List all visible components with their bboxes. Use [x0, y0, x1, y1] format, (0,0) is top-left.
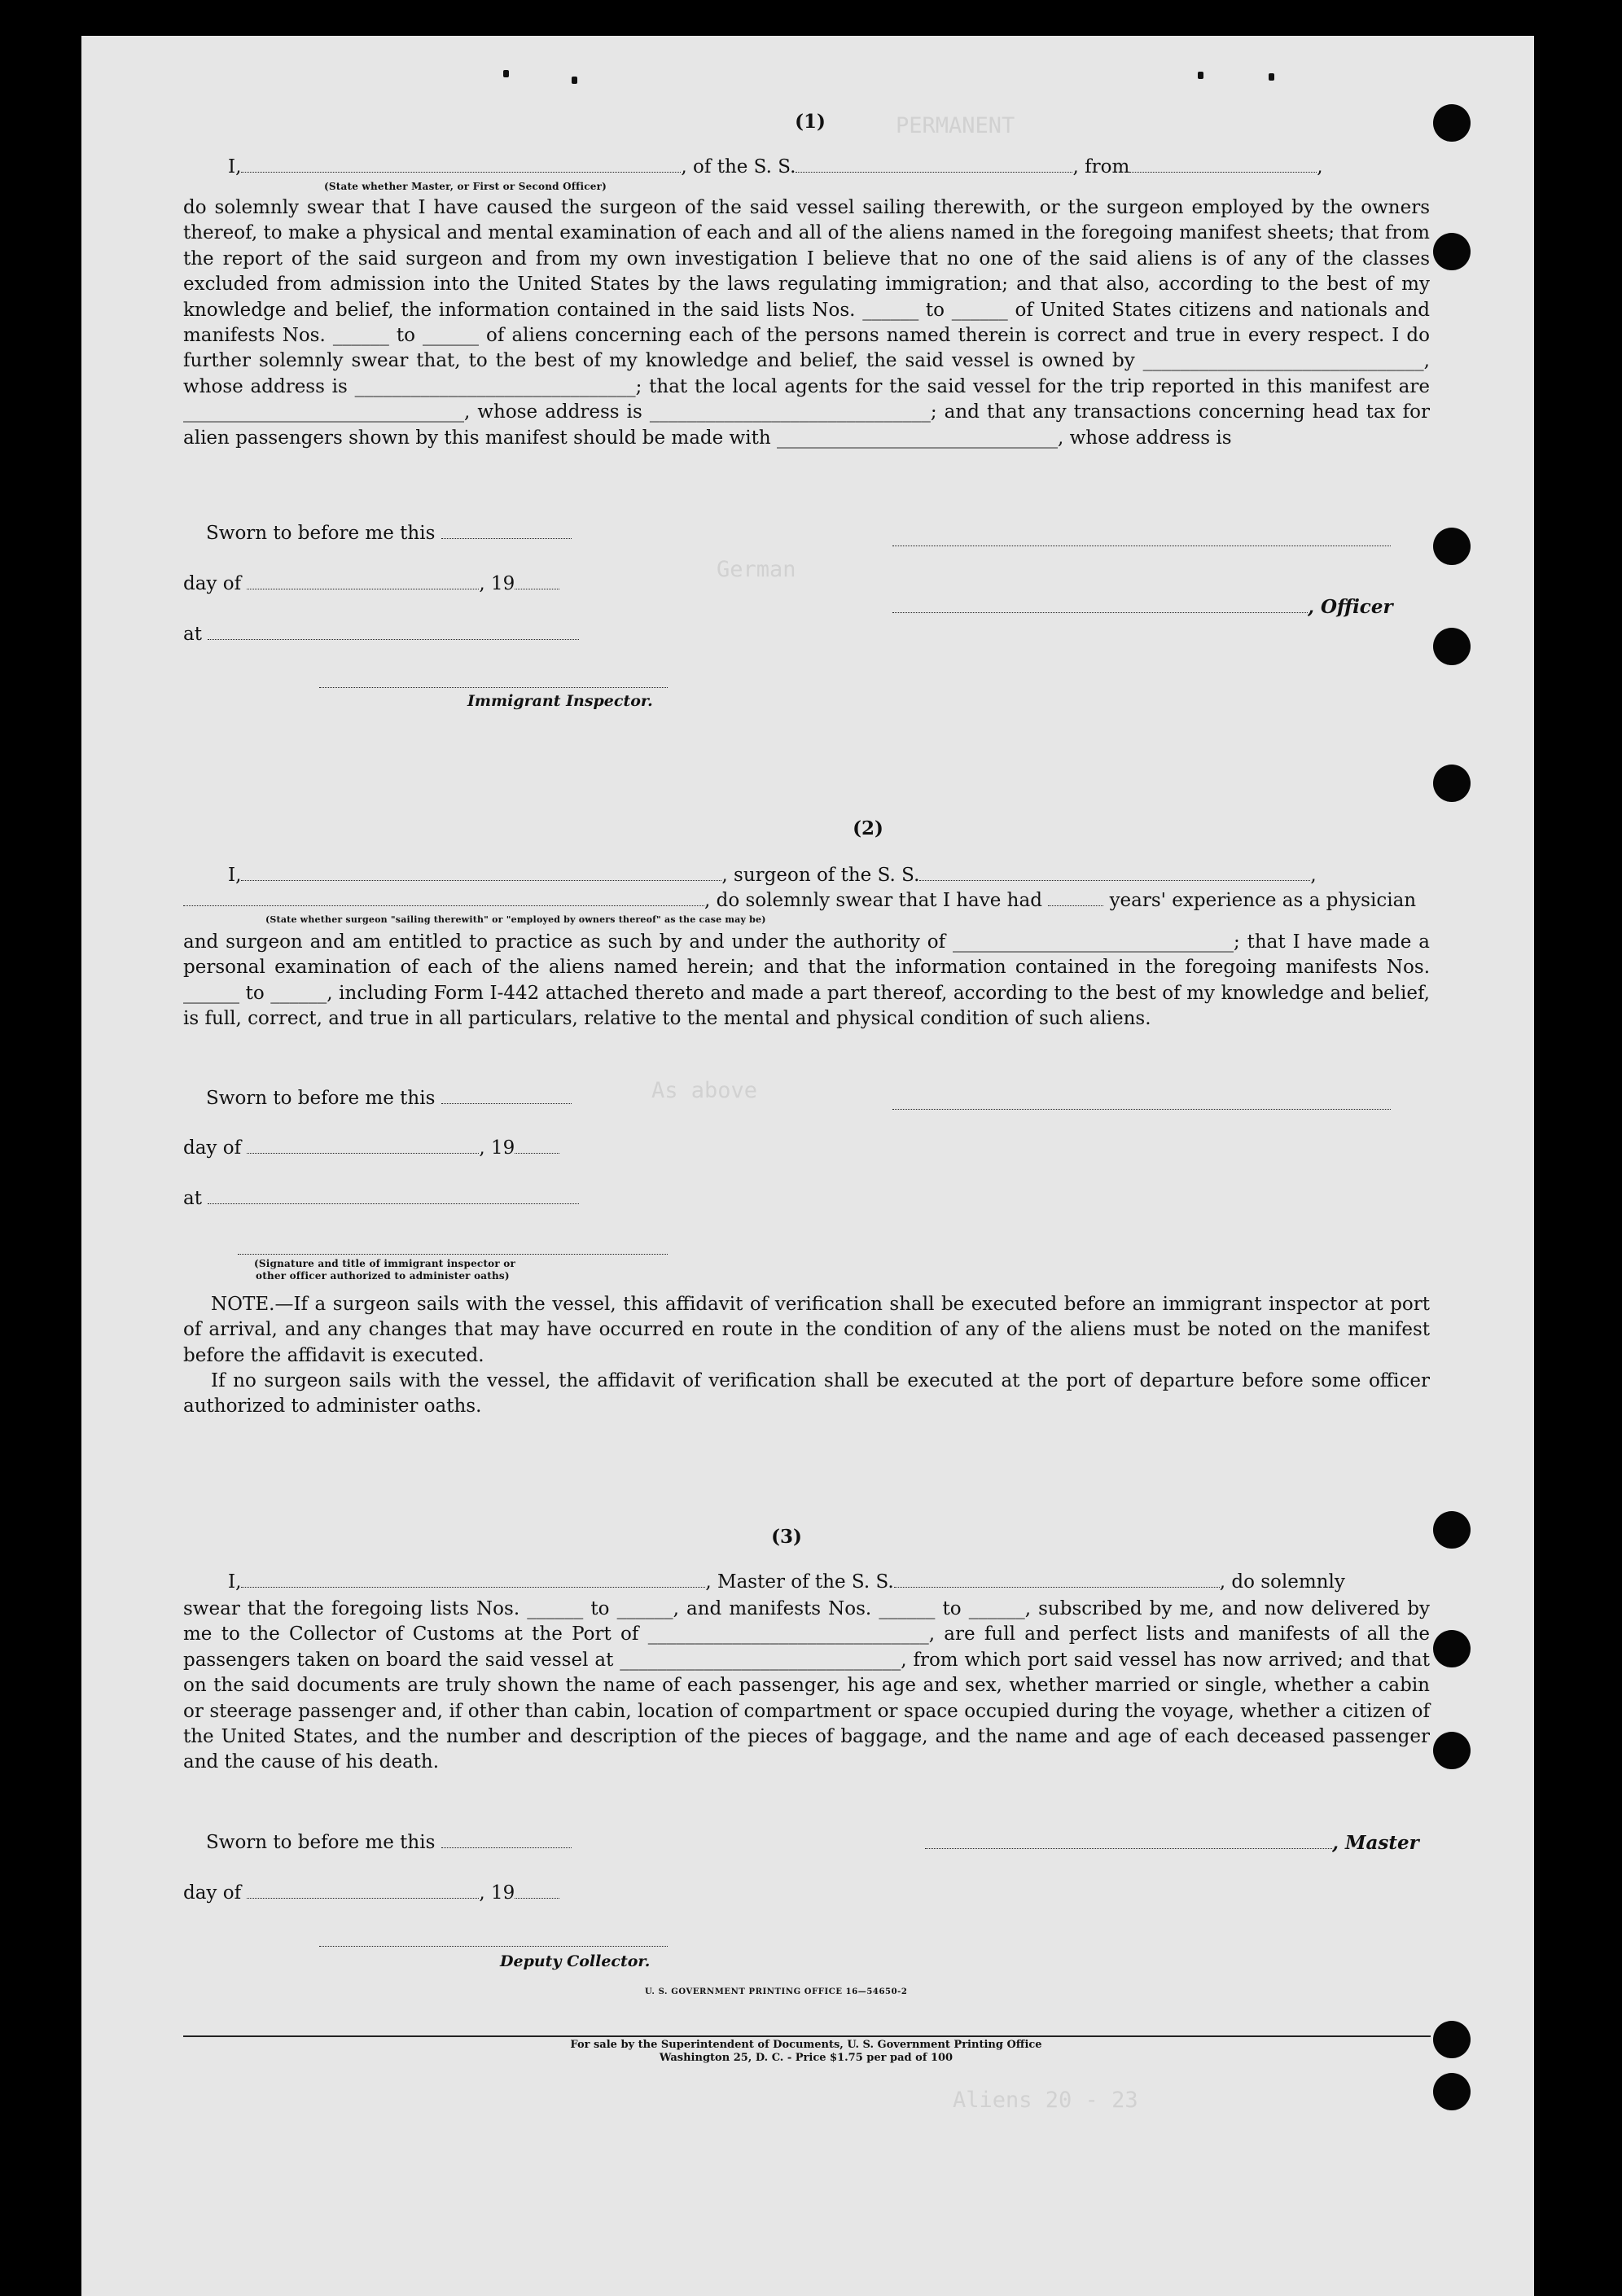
section2-body: and surgeon and am entitled to practice as such by and under the authority of ______________________________; that I have made a personal examination of each of the aliens named herein; and that the information contained in the foregoing manifests Nos. ______ to ______, including Form I-442 attached thereto and made a part thereof, according to the best of my knowledge and belief, is full, correct, and true in all particulars, relative to the mental and physical condition of such aliens.	[183, 931, 1430, 1030]
note-1	[183, 1292, 1430, 1369]
master-name-field[interactable]	[241, 1586, 705, 1588]
sworn-label: Sworn to before me this	[206, 523, 436, 544]
punctuation: ,	[1310, 865, 1317, 886]
do-solemnly-label: , do solemnly	[1219, 1571, 1345, 1593]
vessel-name-field[interactable]	[796, 171, 1072, 173]
punctuation: ,	[1317, 156, 1323, 177]
sworn-label: Sworn to before me this	[206, 1088, 436, 1109]
day-of-label: day of	[183, 1137, 242, 1159]
section3-sworn	[206, 1832, 572, 1853]
master-of-ss-label: , Master of the S. S.	[705, 1571, 894, 1593]
printing-office-mark: U. S. GOVERNMENT PRINTING OFFICE 16—54650-2	[645, 1987, 908, 1996]
punch-hole	[1433, 2021, 1471, 2058]
footer-line-1: For sale by the Superintendent of Documents, U. S. Government Printing Office	[570, 2039, 1042, 2051]
punch-hole	[1433, 528, 1471, 565]
surgeon-caption: (State whether surgeon "sailing therewith" or "employed by owners thereof" as the case may be)	[265, 914, 766, 925]
sworn-day-field[interactable]	[441, 537, 572, 539]
collector-signature-line[interactable]	[319, 1946, 668, 1947]
bleed-through: Aliens 20 - 23	[953, 2088, 1138, 2113]
section3-day-of	[183, 1882, 559, 1904]
officer-field[interactable]	[892, 611, 1308, 613]
year-label: , 19	[479, 1137, 515, 1159]
year-field[interactable]	[515, 1897, 559, 1899]
section2-i: I,	[228, 865, 242, 886]
master-signature-field[interactable]	[925, 1847, 1332, 1849]
sworn-day-field[interactable]	[441, 1847, 572, 1848]
ink-speck	[1198, 72, 1203, 79]
inspector-signature-line[interactable]	[319, 687, 668, 688]
punch-hole	[1433, 104, 1471, 142]
bleed-through: PERMANENT	[896, 113, 1015, 138]
departure-port-field[interactable]	[1129, 171, 1317, 173]
years-field[interactable]	[1048, 905, 1103, 906]
inspector-caption: Immigrant Inspector.	[467, 692, 653, 710]
document-page	[81, 36, 1534, 2296]
officer-name-field[interactable]	[241, 171, 681, 173]
section1-sworn	[206, 523, 572, 544]
note-2: If no surgeon sails with the vessel, the affidavit of verification shall be executed at the port of departure before some officer authorized to administer oaths.	[183, 1370, 1430, 1417]
footer-line-2: Washington 25, D. C. - Price $1.75 per pad of 100	[659, 2052, 953, 2064]
swear-label: , do solemnly swear that I have had	[704, 890, 1042, 911]
at-label: at	[183, 1188, 202, 1209]
day-of-label: day of	[183, 573, 242, 594]
footer-text	[427, 2039, 1185, 2065]
ink-speck	[572, 77, 577, 84]
month-field[interactable]	[247, 588, 479, 589]
punch-hole	[1433, 2073, 1471, 2110]
section1-line1-i: I,	[228, 156, 242, 177]
authorized-officer-signature-line[interactable]	[238, 1254, 668, 1255]
section3-line1	[228, 1571, 1345, 1593]
sworn-label: Sworn to before me this	[206, 1832, 436, 1853]
punch-hole	[1433, 628, 1471, 665]
years-label: years' experience as a physician	[1109, 890, 1417, 911]
year-field[interactable]	[515, 588, 559, 589]
year-label: , 19	[479, 573, 515, 594]
ink-speck	[503, 70, 509, 77]
month-field[interactable]	[247, 1897, 479, 1899]
signature-caption-1: (Signature and title of immigrant inspector or	[254, 1258, 516, 1269]
ink-speck	[1269, 73, 1274, 81]
note-label: NOTE.	[211, 1294, 275, 1315]
year-field[interactable]	[515, 1152, 559, 1154]
section3-body: swear that the foregoing lists Nos. ______ to ______, and manifests Nos. ______ to ______, subscribed by me, and now delivered by me to the Collector of Customs at the Port of ______________________________, are full and perfect lists and manifests of all the passengers taken on board the said vessel at ______________________________, from which port said vessel has now arrived; and that on the said documents are truly shown the name of each passenger, his age and sex, whether married or single, whether a cabin or steerage passenger and, if other than cabin, location of compartment or space occupied during the voyage, whether a citizen of the United States, and the number and description of the pieces of baggage, and the name and age of each deceased passenger and the cause of his death.	[183, 1598, 1430, 1773]
bleed-through: As above	[651, 1078, 758, 1103]
punch-hole	[1433, 1511, 1471, 1549]
punch-hole	[1433, 1630, 1471, 1667]
section1-day-of	[183, 573, 559, 594]
year-label: , 19	[479, 1882, 515, 1904]
at-place-field[interactable]	[208, 1203, 579, 1204]
section1-officer	[892, 596, 1393, 618]
section2-at	[183, 1188, 579, 1209]
surgeon-of-ss-label: , surgeon of the S. S.	[721, 865, 920, 886]
section1-from: , from	[1072, 156, 1130, 177]
section2-line2	[183, 890, 1416, 911]
month-field[interactable]	[247, 1152, 479, 1154]
section1-body: do solemnly swear that I have caused the surgeon of the said vessel sailing therewith, or the surgeon employed by the owners thereof, to make a physical and mental examination of each and all of the aliens named in the foregoing manifest sheets; that from the report of the said surgeon and from my own investigation I believe that no one of the said aliens is of any of the classes excluded from admission into the United States by the laws regulating immigration; and that also, according to the best of my knowledge and belief, the information contained in the said lists Nos. ______ to ______ of United States citizens and nationals and manifests Nos. ______ to ______ of aliens concerning each of the persons named therein is correct and true in every respect. I do further solemnly swear that, to the best of my knowledge and belief, the said vessel is owned by ______________________________, whose address is ______________________________; that the local agents for the said vessel for the trip reported in this manifest are ______________________________, whose address is ______________________________; and that any transactions concerning head tax for alien passengers shown by this manifest should be made with ______________________________, whose address is	[183, 197, 1430, 449]
at-label: at	[183, 624, 202, 645]
section2-day-of	[183, 1137, 559, 1159]
surgeon-name-field[interactable]	[241, 879, 721, 881]
punch-hole	[1433, 233, 1471, 270]
sworn-day-field[interactable]	[441, 1102, 572, 1104]
signature-caption-2: other officer authorized to administer oaths)	[256, 1270, 510, 1282]
note-1-text: —If a surgeon sails with the vessel, this affidavit of verification shall be executed before an immigrant inspector at port of arrival, and any changes that may have occurred en route in the condition of any of the aliens must be noted on the manifest before the affidavit is executed.	[183, 1294, 1430, 1366]
bleed-through: German	[717, 557, 796, 582]
master-vessel-field[interactable]	[894, 1586, 1220, 1588]
officer-label: , Officer	[1308, 596, 1393, 618]
master-label: , Master	[1332, 1832, 1419, 1854]
collector-caption: Deputy Collector.	[500, 1952, 651, 1970]
footer-rule	[183, 2035, 1431, 2037]
section3-i: I,	[228, 1571, 242, 1593]
officer-caption: (State whether Master, or First or Second Officer)	[324, 181, 607, 192]
section2-sworn	[206, 1088, 572, 1109]
section1-at	[183, 624, 579, 645]
surgeon-vessel-field[interactable]	[919, 879, 1310, 881]
section2-line1	[228, 865, 1317, 886]
section1-of-ss: , of the S. S.	[681, 156, 796, 177]
section2-heading: (2)	[853, 817, 883, 839]
section3-master	[925, 1832, 1419, 1854]
punch-hole	[1433, 1732, 1471, 1769]
surgeon-status-field[interactable]	[183, 905, 704, 906]
day-of-label: day of	[183, 1882, 242, 1904]
punch-hole	[1433, 765, 1471, 802]
section1-line1	[228, 156, 1323, 177]
surgeon-signature-line[interactable]	[892, 1109, 1391, 1110]
section1-heading: (1)	[795, 111, 826, 133]
section3-heading: (3)	[771, 1526, 802, 1548]
at-place-field[interactable]	[208, 638, 579, 640]
